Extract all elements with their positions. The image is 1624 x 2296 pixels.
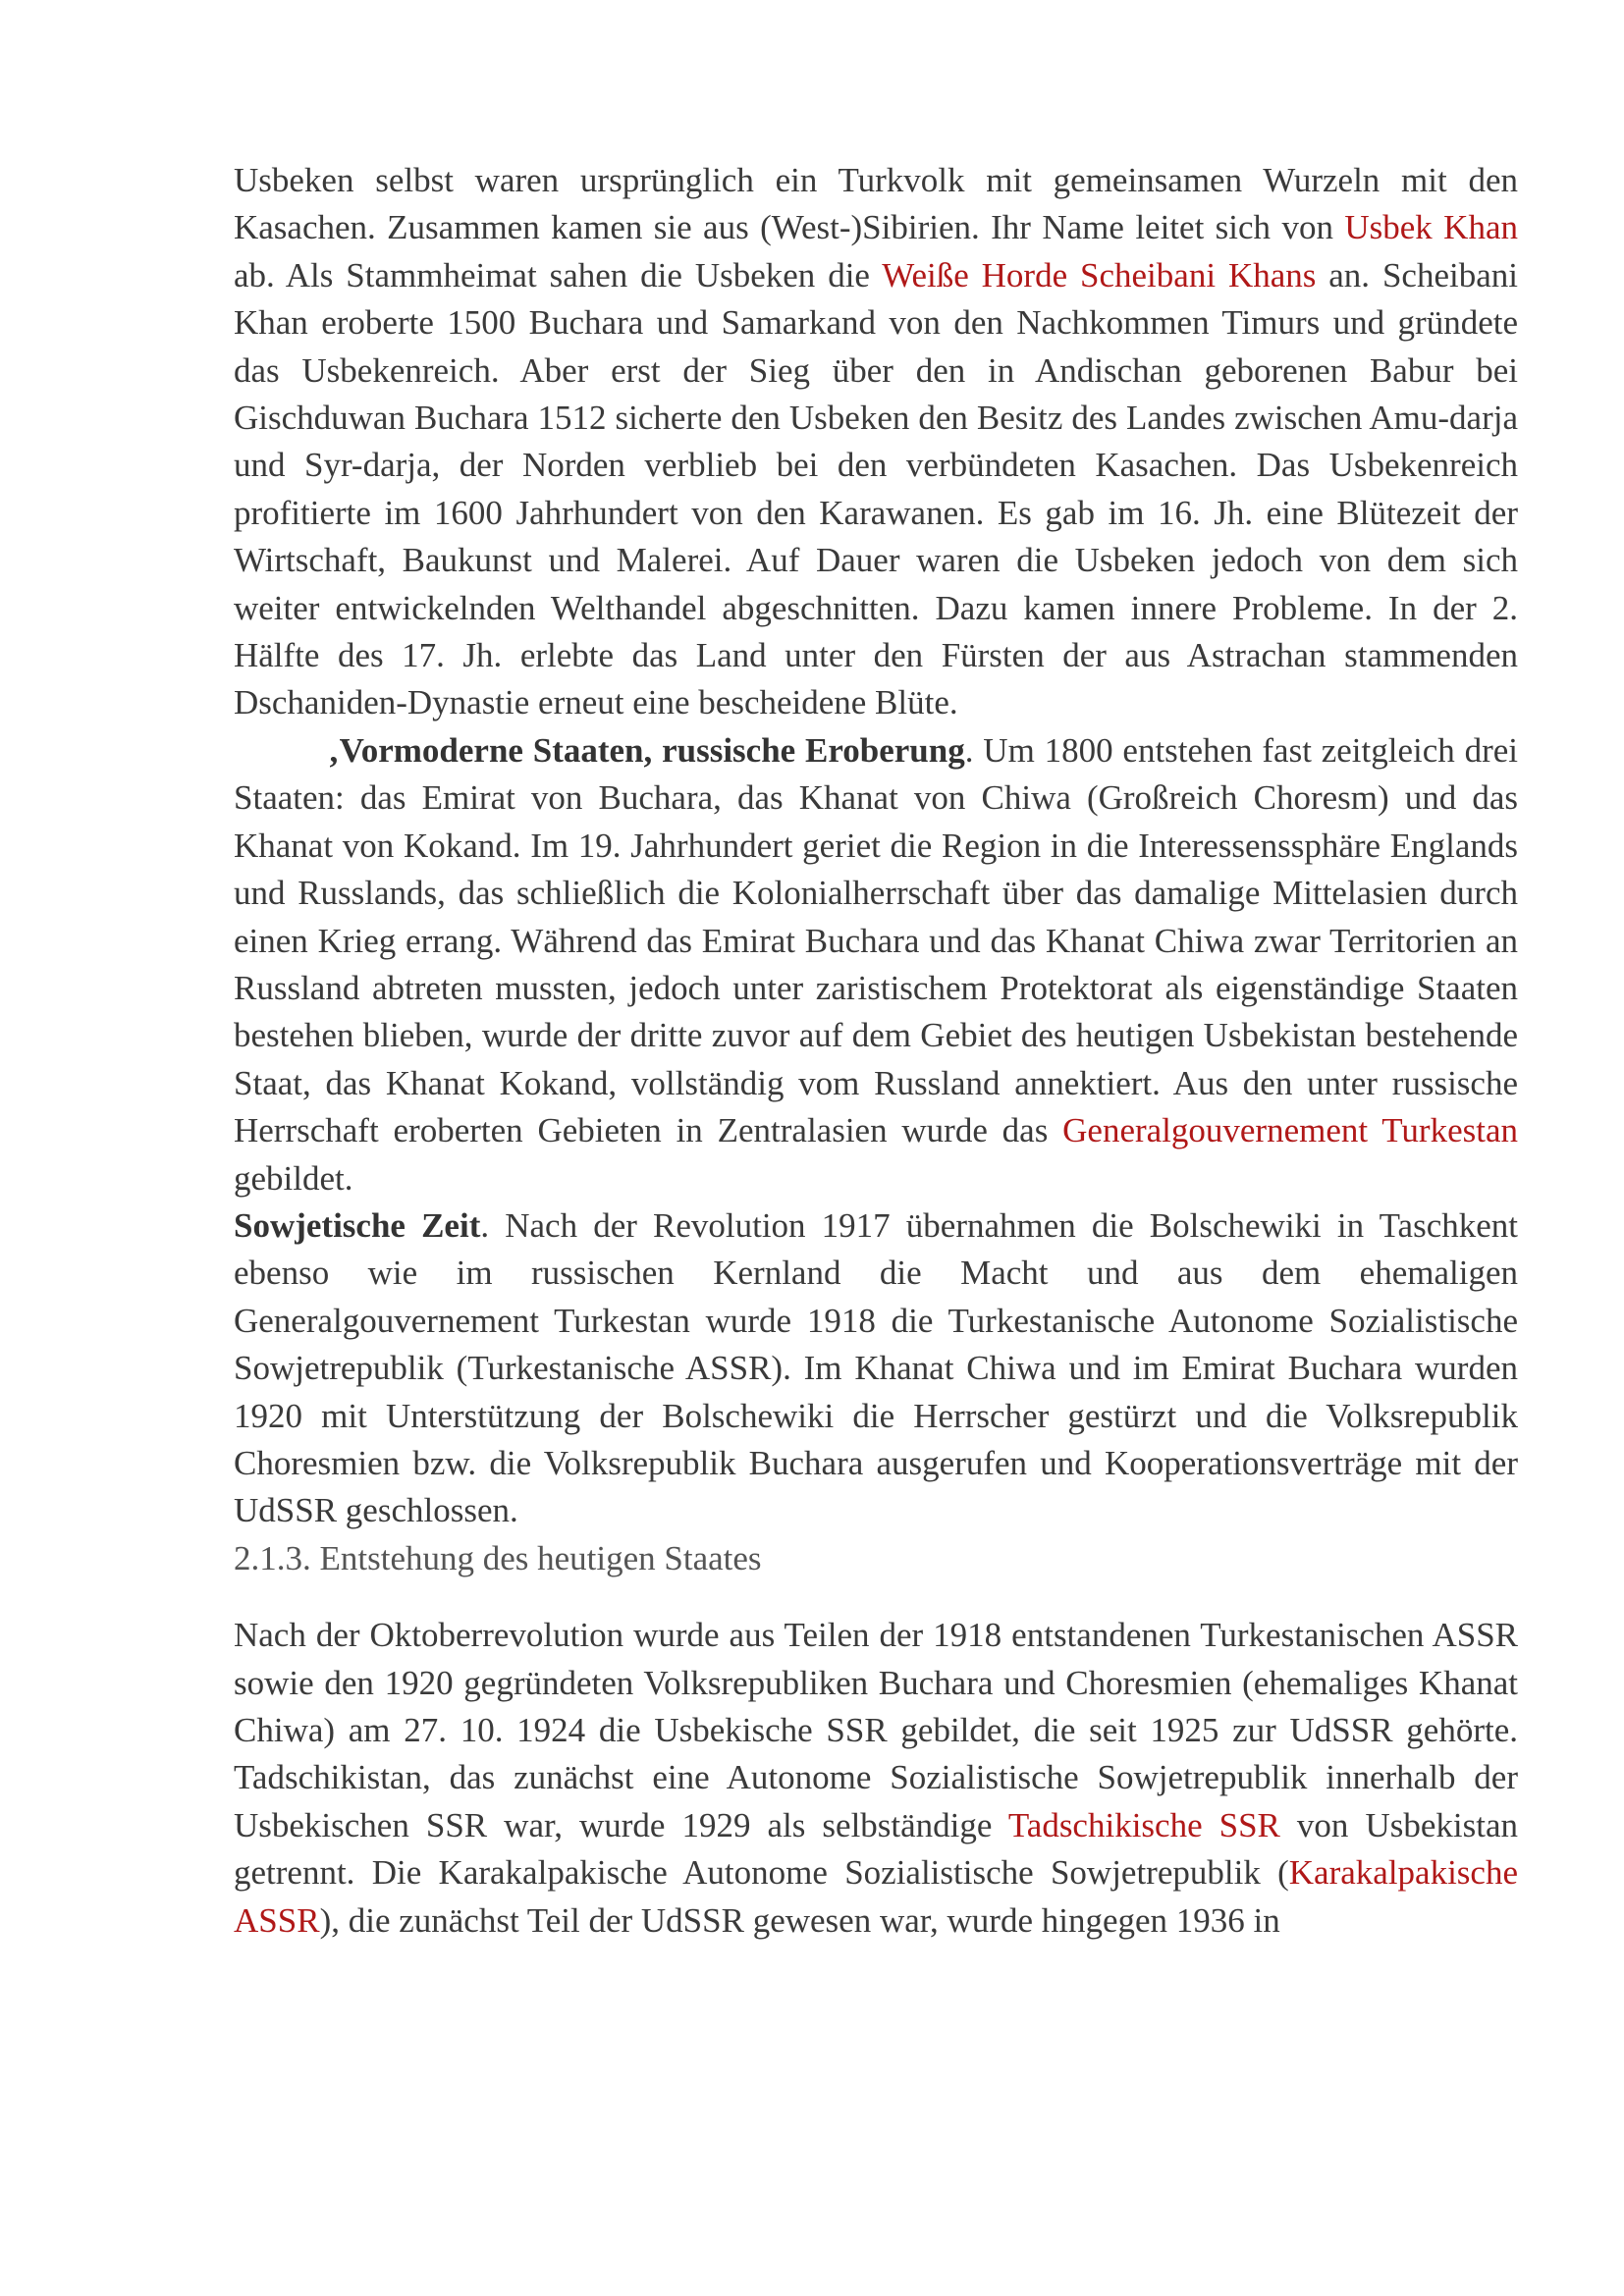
paragraph-vormoderne-staaten: [234, 727, 1518, 1202]
section-heading: 2.1.3. Entstehung des heutigen Staates: [234, 1538, 762, 1577]
document-page: [234, 157, 1518, 1945]
link-tadschikische-ssr[interactable]: Tadschikische SSR: [1007, 1805, 1280, 1844]
section-label-sowjetische-zeit: Sowjetische Zeit: [234, 1205, 481, 1245]
paragraph-sowjetische-zeit: [234, 1202, 1518, 1535]
text: Usbeken selbst waren ursprünglich ein Turkvolk mit gemeinsamen Wurzeln mit den Kasachen. Zusammen kamen sie aus (West-)Sibirien. Ihr Name leitet sich von: [234, 161, 1518, 247]
text: . Um 1800 entstehen fast zeitgleich drei Staaten: das Emirat von Buchara, das Khanat von Chiwa (Großreich Choresm) und das Khanat von Kokand. Im 19. Jahrhundert geriet die Region in die Interessenssphäre Englands und Russlands, das schließlich die Kolonialherrschaft über das damalige Mittelasien durch einen Krieg errang. Während das Emirat Buchara und das Khanat Chiwa zwar Territorien an Russland abtreten mussten, jedoch unter zaristischem Protektorat als eigenständige Staaten bestehen blieben, wurde der dritte zuvor auf dem Gebiet des heutigen Usbekistan bestehende Staat, das Khanat Kokand, vollständig vom Russland annektiert. Aus den unter russische Herrschaft eroberten Gebieten in Zentralasien wurde das: [234, 730, 1518, 1150]
link-weisse-horde[interactable]: Weiße Horde Scheibani Khans: [882, 255, 1317, 294]
text: gebildet.: [234, 1158, 353, 1198]
link-generalgouvernement-turkestan[interactable]: Generalgouvernement Turkestan: [1062, 1111, 1519, 1150]
section-label-vormoderne-staaten: ‚Vormoderne Staaten, russische Eroberung: [328, 730, 965, 770]
text: ), die zunächst Teil der UdSSR gewesen war, wurde hingegen 1936 in: [319, 1900, 1280, 1940]
text: von Usbekistan getrennt. Die Karakalpakische Autonome Sozialistische Sowjetrepublik (: [234, 1805, 1518, 1893]
paragraph-usbeken-origin: [234, 157, 1518, 727]
link-usbek-khan[interactable]: Usbek Khan: [1344, 208, 1518, 247]
text: ab. Als Stammheimat sahen die Usbeken die: [234, 255, 883, 294]
paragraph-entstehung: [234, 1612, 1518, 1945]
link-karakalpakische-assr[interactable]: Karakalpakische ASSR: [234, 1853, 1518, 1940]
text: an. Scheibani Khan eroberte 1500 Buchara und Samarkand von den Nachkommen Timurs und gründete das Usbekenreich. Aber erst der Sieg über den in Andischan geborenen Babur bei Gischduwan Buchara 1512 sicherte den Usbeken den Besitz des Landes zwischen Amu-darja und Syr-darja, der Norden verblieb bei den verbündeten Kasachen. Das Usbekenreich profitierte im 1600 Jahrhundert von den Karawanen. Es gab im 16. Jh. eine Blütezeit der Wirtschaft, Baukunst und Malerei. Auf Dauer waren die Usbeken jedoch von dem sich weiter entwickelnden Welthandel abgeschnitten. Dazu kamen innere Probleme. In der 2. Hälfte des 17. Jh. erlebte das Land unter den Fürsten der aus Astrachan stammenden Dschaniden-Dynastie erneut eine bescheidene Blüte.: [234, 255, 1518, 722]
text: Nach der Oktoberrevolution wurde aus Teilen der 1918 entstandenen Turkestanischen ASSR sowie den 1920 gegründeten Volksrepubliken Buchara und Choresmien (ehemaliges Khanat Chiwa) am 27. 10. 1924 die Usbekische SSR gebildet, die seit 1925 zur UdSSR gehörte. Tadschikistan, das zunächst eine Autonome Sozialistische Sowjetrepublik innerhalb der Usbekischen SSR war, wurde 1929 als selbständige: [234, 1616, 1518, 1844]
text: . Nach der Revolution 1917 übernahmen die Bolschewiki in Taschkent ebenso wie im russischen Kernland die Macht und aus dem ehemaligen Generalgouvernement Turkestan wurde 1918 die Turkestanische Autonome Sozialistische Sowjetrepublik (Turkestanische ASSR). Im Khanat Chiwa und im Emirat Buchara wurden 1920 mit Unterstützung der Bolschewiki die Herrscher gestürzt und die Volksrepublik Choresmien bzw. die Volksrepublik Buchara ausgerufen und Kooperationsverträge mit der UdSSR geschlossen.: [234, 1205, 1518, 1530]
